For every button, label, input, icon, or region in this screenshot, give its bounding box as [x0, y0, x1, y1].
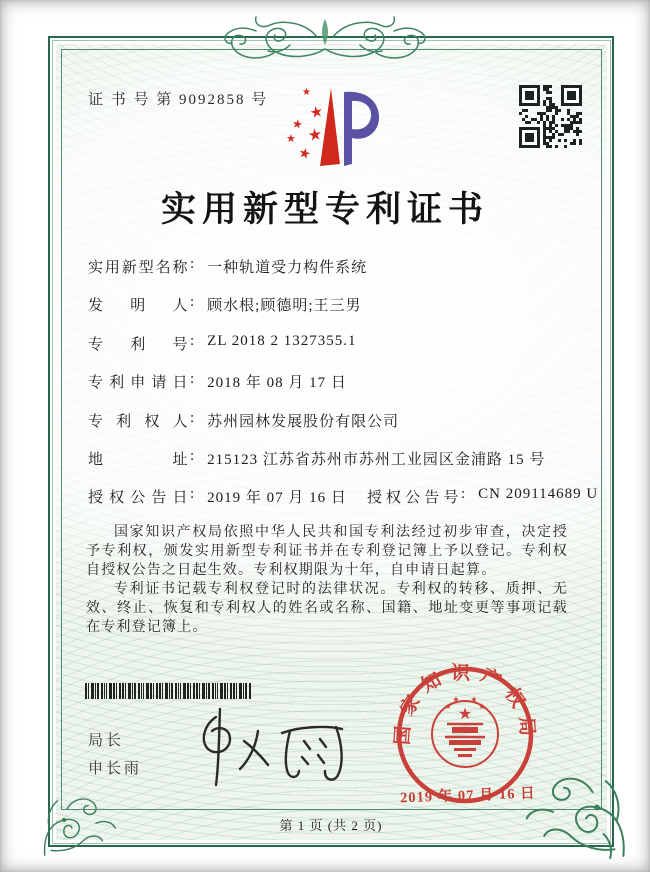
field-row — [88, 448, 566, 486]
field-colon: : — [190, 447, 195, 464]
field-value: 215123 江苏省苏州市苏州工业园区金浦路 15 号 — [207, 451, 546, 468]
grant-number-label: 授权公告号 — [366, 490, 459, 507]
field-row — [88, 256, 566, 294]
certificate-title: 实用新型专利证书 — [160, 190, 489, 229]
field-colon: : — [460, 486, 466, 503]
field-value: 2019 年 07 月 16 日 — [207, 490, 347, 507]
cnipa-logo — [272, 86, 384, 170]
legal-paragraph: 国家知识产权局依照中华人民共和国专利法经过初步审查，决定授予专利权，颁发实用新型专利证书并在专利登记簿上予以登记。专利权自授权公告之日起生效。专利权期限为十年，自申请日起算。 — [86, 525, 568, 578]
field-colon: : — [190, 332, 195, 349]
commissioner-title: 局长 — [88, 733, 125, 749]
star-icon: ★ — [290, 116, 304, 132]
grant-number-value: CN 209114689 U — [478, 486, 599, 503]
star-icon: ★ — [302, 87, 311, 98]
cnipa-logo-graphic — [272, 86, 384, 170]
star-icon: ★ — [308, 103, 325, 123]
field-label: 专利申请日 — [88, 375, 188, 392]
field-value: 一种轨道受力构件系统 — [207, 260, 368, 276]
commissioner-name: 申长雨 — [88, 761, 143, 777]
star-icon: ★ — [296, 145, 313, 164]
field-label: 专利权人 — [88, 413, 188, 430]
field-row — [88, 410, 566, 448]
national-emblem — [432, 695, 498, 767]
svg-text:★: ★ — [444, 702, 452, 711]
field-value: 顾水根;顾德明;王三男 — [207, 298, 362, 315]
field-list — [88, 256, 599, 525]
logo-purple-p — [344, 92, 379, 166]
page-number: 第 1 页 (共 2 页) — [279, 817, 383, 833]
field-row — [88, 294, 566, 332]
field-colon: : — [190, 256, 195, 272]
legal-paragraph: 专利证书记载专利权登记时的法律状况。专利权的转移、质押、无效、终止、恢复和专利权人的姓名或名称、国籍、地址变更等事项记载在专利登记簿上。 — [86, 581, 568, 635]
svg-text:★: ★ — [478, 702, 486, 711]
logo-red-wedge — [320, 88, 340, 166]
seal-date: 2019 年 07 月 16 日 — [399, 785, 536, 807]
field-label: 发明人 — [88, 298, 188, 315]
field-value: 苏州园林发展股份有限公司 — [207, 413, 400, 430]
star-icon: ★ — [286, 133, 296, 145]
field-label: 地址 — [88, 451, 188, 468]
svg-text:★: ★ — [452, 695, 460, 704]
field-colon: : — [190, 486, 195, 503]
field-row — [88, 333, 566, 371]
barcode — [85, 683, 253, 699]
certificate-number: 证 书 号 第 9092858 号 — [88, 92, 269, 108]
field-label: 实用新型名称 — [88, 260, 188, 276]
field-value: 2018 年 08 月 17 日 — [207, 375, 347, 392]
field-label: 授权公告日 — [88, 490, 188, 507]
svg-text:★: ★ — [457, 706, 473, 723]
qr-code — [519, 85, 582, 148]
field-colon: : — [190, 409, 195, 426]
legal-text — [86, 524, 568, 637]
signature-block — [88, 727, 142, 783]
seal-text: 国家知识产权局 — [392, 662, 538, 746]
handwritten-signature — [186, 705, 356, 795]
star-icon: ★ — [306, 126, 324, 145]
official-seal — [392, 662, 538, 812]
field-row — [88, 371, 566, 409]
svg-text:★: ★ — [470, 695, 478, 704]
field-row-grant — [88, 486, 599, 524]
field-value: ZL 2018 2 1327355.1 — [207, 332, 357, 349]
svg-text:国家知识产权局 — [392, 662, 538, 746]
field-colon: : — [190, 371, 195, 388]
field-label: 专利号 — [88, 336, 188, 353]
field-colon: : — [190, 294, 195, 311]
